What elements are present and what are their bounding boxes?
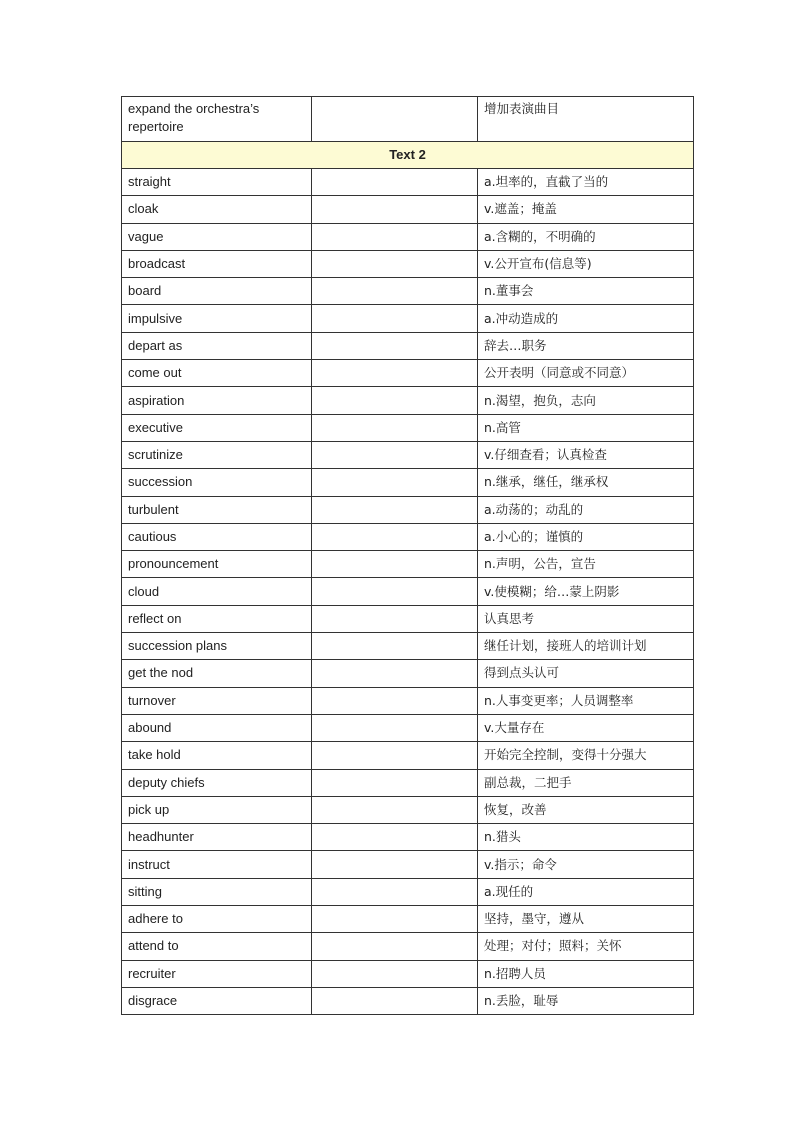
table-row: [122, 987, 694, 1014]
table-row: [122, 796, 694, 823]
meaning-cell: a.冲动造成的: [478, 305, 694, 332]
term-cell: come out: [122, 360, 312, 387]
meaning-cell: a.坦率的，直截了当的: [478, 169, 694, 196]
term-cell: turnover: [122, 687, 312, 714]
blank-cell: [312, 578, 478, 605]
table-row: [122, 523, 694, 550]
table-row: [122, 551, 694, 578]
table-row: [122, 960, 694, 987]
meaning-cell: 恢复，改善: [478, 796, 694, 823]
term-cell: instruct: [122, 851, 312, 878]
blank-cell: [312, 223, 478, 250]
vocabulary-table-body: [122, 97, 694, 1015]
meaning-cell: n.人事变更率；人员调整率: [478, 687, 694, 714]
table-row: [122, 633, 694, 660]
term-cell: vague: [122, 223, 312, 250]
meaning-cell: 副总裁，二把手: [478, 769, 694, 796]
meaning-cell: a.动荡的；动乱的: [478, 496, 694, 523]
meaning-cell: 辞去…职务: [478, 332, 694, 359]
term-cell: deputy chiefs: [122, 769, 312, 796]
blank-cell: [312, 796, 478, 823]
section-title: Text 2: [122, 142, 694, 169]
blank-cell: [312, 332, 478, 359]
blank-cell: [312, 441, 478, 468]
term-cell: adhere to: [122, 906, 312, 933]
table-row: [122, 169, 694, 196]
blank-cell: [312, 278, 478, 305]
blank-cell: [312, 523, 478, 550]
meaning-cell: 处理；对付；照料；关怀: [478, 933, 694, 960]
blank-cell: [312, 633, 478, 660]
table-row: [122, 714, 694, 741]
term-cell: pronouncement: [122, 551, 312, 578]
term-cell: take hold: [122, 742, 312, 769]
term-cell: disgrace: [122, 987, 312, 1014]
table-row: [122, 441, 694, 468]
term-cell: depart as: [122, 332, 312, 359]
table-row: [122, 769, 694, 796]
meaning-cell: v.遮盖；掩盖: [478, 196, 694, 223]
vocabulary-table: [121, 96, 694, 1015]
table-row: [122, 824, 694, 851]
term-cell: aspiration: [122, 387, 312, 414]
term-cell: broadcast: [122, 250, 312, 277]
table-row: [122, 578, 694, 605]
term-cell: sitting: [122, 878, 312, 905]
blank-cell: [312, 824, 478, 851]
blank-cell: [312, 960, 478, 987]
blank-cell: [312, 906, 478, 933]
table-row: [122, 196, 694, 223]
blank-cell: [312, 305, 478, 332]
blank-cell: [312, 387, 478, 414]
table-row: [122, 387, 694, 414]
blank-cell: [312, 169, 478, 196]
term-cell: executive: [122, 414, 312, 441]
meaning-cell: v.大量存在: [478, 714, 694, 741]
term-cell: succession: [122, 469, 312, 496]
blank-cell: [312, 360, 478, 387]
table-row: [122, 250, 694, 277]
term-cell: headhunter: [122, 824, 312, 851]
meaning-cell: a.含糊的，不明确的: [478, 223, 694, 250]
table-row: [122, 496, 694, 523]
term-cell: impulsive: [122, 305, 312, 332]
meaning-cell: n.招聘人员: [478, 960, 694, 987]
term-cell: succession plans: [122, 633, 312, 660]
term-cell: pick up: [122, 796, 312, 823]
term-cell: turbulent: [122, 496, 312, 523]
table-row: [122, 223, 694, 250]
blank-cell: [312, 742, 478, 769]
meaning-cell: 增加表演曲目: [478, 97, 694, 142]
term-cell: cloud: [122, 578, 312, 605]
table-row: [122, 278, 694, 305]
table-row: [122, 97, 694, 142]
term-cell: cloak: [122, 196, 312, 223]
blank-cell: [312, 769, 478, 796]
blank-cell: [312, 414, 478, 441]
blank-cell: [312, 551, 478, 578]
blank-cell: [312, 987, 478, 1014]
table-row: [122, 660, 694, 687]
term-cell: board: [122, 278, 312, 305]
meaning-cell: a.现任的: [478, 878, 694, 905]
meaning-cell: 公开表明（同意或不同意）: [478, 360, 694, 387]
table-row: [122, 933, 694, 960]
blank-cell: [312, 250, 478, 277]
meaning-cell: 得到点头认可: [478, 660, 694, 687]
blank-cell: [312, 660, 478, 687]
meaning-cell: n.声明，公告，宣告: [478, 551, 694, 578]
table-row: [122, 878, 694, 905]
table-row: [122, 305, 694, 332]
meaning-cell: 开始完全控制，变得十分强大: [478, 742, 694, 769]
meaning-cell: n.渴望，抱负，志向: [478, 387, 694, 414]
meaning-cell: n.继承，继任，继承权: [478, 469, 694, 496]
table-row: [122, 332, 694, 359]
blank-cell: [312, 878, 478, 905]
term-cell: attend to: [122, 933, 312, 960]
meaning-cell: n.丢脸，耻辱: [478, 987, 694, 1014]
blank-cell: [312, 605, 478, 632]
term-cell: cautious: [122, 523, 312, 550]
table-row: [122, 414, 694, 441]
table-row: [122, 851, 694, 878]
blank-cell: [312, 496, 478, 523]
blank-cell: [312, 933, 478, 960]
term-cell: reflect on: [122, 605, 312, 632]
meaning-cell: v.公开宣布(信息等): [478, 250, 694, 277]
blank-cell: [312, 851, 478, 878]
meaning-cell: n.高管: [478, 414, 694, 441]
table-row: [122, 687, 694, 714]
blank-cell: [312, 97, 478, 142]
meaning-cell: v.仔细查看；认真检查: [478, 441, 694, 468]
blank-cell: [312, 687, 478, 714]
term-cell: abound: [122, 714, 312, 741]
blank-cell: [312, 714, 478, 741]
blank-cell: [312, 469, 478, 496]
term-cell: expand the orchestra’s repertoire: [122, 97, 312, 142]
meaning-cell: 认真思考: [478, 605, 694, 632]
meaning-cell: n.董事会: [478, 278, 694, 305]
table-row: [122, 469, 694, 496]
term-cell: recruiter: [122, 960, 312, 987]
meaning-cell: n.猎头: [478, 824, 694, 851]
table-row: [122, 742, 694, 769]
term-cell: get the nod: [122, 660, 312, 687]
meaning-cell: v.指示；命令: [478, 851, 694, 878]
table-row: [122, 360, 694, 387]
table-row: [122, 906, 694, 933]
term-cell: scrutinize: [122, 441, 312, 468]
term-cell: straight: [122, 169, 312, 196]
table-row: [122, 605, 694, 632]
blank-cell: [312, 196, 478, 223]
meaning-cell: v.使模糊；给…蒙上阴影: [478, 578, 694, 605]
meaning-cell: 坚持，墨守，遵从: [478, 906, 694, 933]
meaning-cell: a.小心的；谨慎的: [478, 523, 694, 550]
section-header-row: [122, 142, 694, 169]
meaning-cell: 继任计划，接班人的培训计划: [478, 633, 694, 660]
